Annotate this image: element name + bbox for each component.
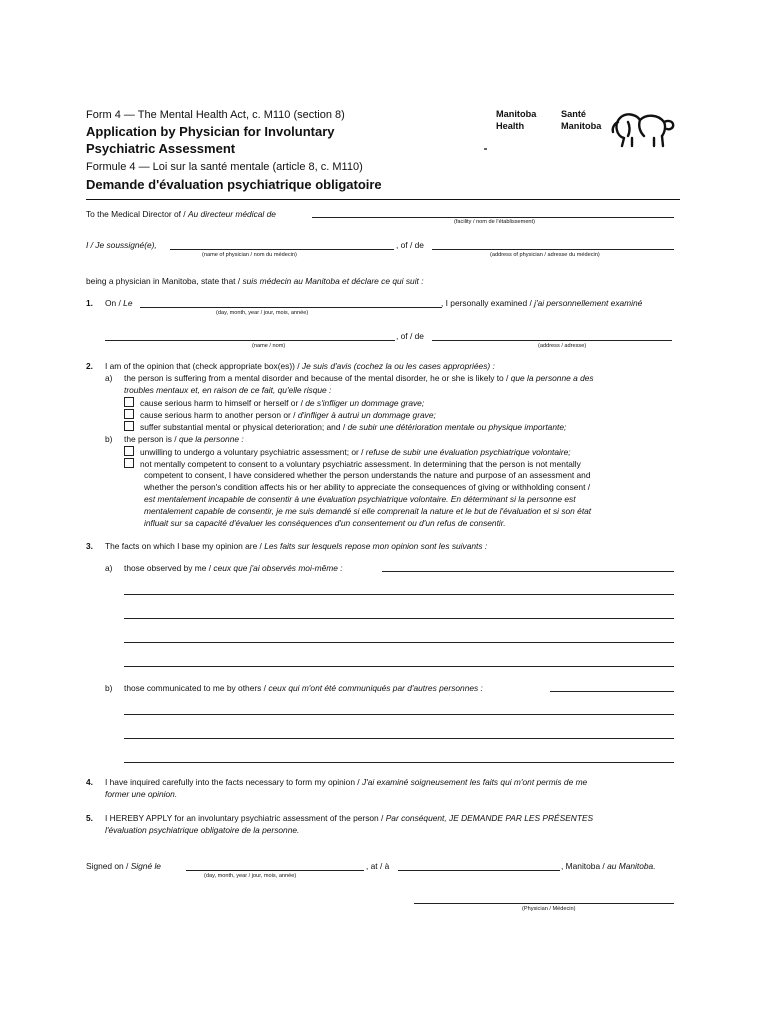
s2-b-option-1 — [124, 446, 571, 457]
s5-l1-en: I HEREBY APPLY for an involuntary psychiatric assessment of the person / — [105, 813, 386, 823]
logo-fr-line2: Manitoba — [561, 120, 602, 131]
s2-b-opt2-line4: est mentalement incapable de consentir à une évaluation psychiatrique volontaire. En déterminant si la personne est — [144, 494, 576, 504]
s2-b-option-2 — [124, 458, 581, 469]
s2-b-opt2-line6: influait sur sa capacité d'évaluer les conséquences d'un consentement ou d'un refus de consentir. — [144, 518, 506, 528]
s3-a-en: those observed by me / — [124, 563, 214, 573]
section-3-intro — [105, 541, 487, 551]
physician-address-field[interactable] — [432, 249, 674, 250]
communicated-facts-field-3[interactable] — [124, 738, 674, 739]
s4-l1-en: I have inquired carefully into the facts necessary to form my opinion / — [105, 777, 362, 787]
s2-b-opt2-line5: mentalement capable de consentir, je me suis demandé si elle comprenait la nature et le but de l'évaluation et si son état — [144, 506, 592, 516]
to-medical-director-label — [86, 209, 276, 219]
s4-line1 — [105, 777, 587, 787]
on-label-en: On / — [105, 298, 124, 308]
communicated-facts-field-2[interactable] — [124, 714, 674, 715]
s2-a-option-1 — [124, 397, 424, 408]
being-en: being a physician in Manitoba, state that / — [86, 276, 243, 286]
s3-intro-en: The facts on which I base my opinion are / — [105, 541, 265, 551]
s2-b-opt2-l1: not mentally competent to consent to a voluntary psychiatric assessment. In determining that the person is not mentally — [140, 459, 581, 469]
unwilling-checkbox[interactable] — [124, 446, 134, 456]
s4-line2: former une opinion. — [105, 789, 178, 799]
s2-b-intro-fr: que la personne : — [178, 434, 244, 444]
i-label: I / Je soussigné(e), — [86, 240, 157, 250]
s4-l1-fr: J'ai examiné soigneusement les faits qui m'ont permis de me — [361, 777, 588, 787]
physician-address-caption: (address of physician / adresse du médecin) — [490, 252, 600, 258]
not-competent-checkbox[interactable] — [124, 458, 134, 468]
s2-a-opt1-en: cause serious harm to himself or herself or / — [140, 398, 306, 408]
s3-b-label: b) — [105, 683, 113, 693]
s2-b-opt1-fr: refuse de subir une évaluation psychiatrique volontaire; — [365, 447, 571, 457]
harm-others-checkbox[interactable] — [124, 409, 134, 419]
physician-signature-caption: (Physician / Médecin) — [522, 906, 576, 912]
form-line-en: Form 4 — The Mental Health Act, c. M110 (section 8) — [86, 109, 345, 121]
section-4-number: 4. — [86, 777, 93, 787]
signed-place-field[interactable] — [398, 870, 560, 871]
signed-date-field[interactable] — [186, 870, 364, 871]
of-label-2: , of / de — [396, 331, 424, 341]
examined-fr: j'ai personnellement examiné — [534, 298, 643, 308]
s2-b-opt1-en: unwilling to undergo a voluntary psychiatric assessment; or / — [140, 447, 366, 457]
s5-line2: l'évaluation psychiatrique obligatoire de la personne. — [105, 825, 300, 835]
logo-en-line2: Health — [496, 120, 525, 131]
facility-field[interactable] — [312, 217, 674, 218]
s2-b-intro — [124, 434, 244, 444]
patient-name-caption: (name / nom) — [252, 343, 286, 349]
s5-line1 — [105, 813, 593, 823]
signed-fr: Signé le — [130, 861, 161, 871]
logo-en-line1: Manitoba — [496, 109, 537, 119]
s2-a-line2: troubles mentaux et, en raison de ce fait, qu'elle risque : — [124, 385, 332, 395]
logo-fr-line1: Santé — [561, 109, 587, 119]
harm-self-checkbox[interactable] — [124, 397, 134, 407]
s3-a-text — [124, 563, 343, 573]
logo-dot — [484, 148, 487, 150]
being-fr: suis médecin au Manitoba et déclare ce qui suit : — [242, 276, 424, 286]
s2-a-option-2 — [124, 409, 436, 420]
s2-b-label: b) — [105, 434, 113, 444]
signed-date-caption: (day, month, year / jour, mois, année) — [204, 873, 297, 879]
examined-en: , I personally examined / — [441, 298, 535, 308]
s2-a-line1-fr: que la personne a des — [510, 373, 594, 383]
manitoba-fr: au Manitoba. — [607, 861, 656, 871]
s2-a-opt3-fr: de subir une détérioration mentale ou physique importante; — [347, 422, 567, 432]
s2-intro-fr: Je suis d'avis (cochez la ou les cases appropriées) : — [301, 361, 495, 371]
patient-address-caption: (address / adresse) — [538, 343, 587, 349]
bison-icon — [610, 108, 676, 150]
s3-a-label: a) — [105, 563, 113, 573]
title-en-line2: Psychiatric Assessment — [86, 141, 236, 156]
title-fr: Demande d'évaluation psychiatrique obligatoire — [86, 177, 382, 192]
form-line-fr: Formule 4 — Loi sur la santé mentale (article 8, c. M110) — [86, 161, 363, 173]
at-label: , at / à — [366, 861, 390, 871]
patient-address-field[interactable] — [432, 340, 672, 341]
patient-name-field[interactable] — [105, 340, 395, 341]
facility-caption: (facility / nom de l'établissement) — [454, 219, 535, 225]
s2-b-opt2-line3: whether the person's condition affects his or her ability to appreciate the consequences of giving or withholding consent / — [144, 482, 591, 492]
to-label-fr: Au directeur médical de — [187, 209, 276, 219]
s5-l1-fr: Par conséquent, JE DEMANDE PAR LES PRÉSENTES — [385, 813, 594, 823]
s3-intro-fr: Les faits sur lesquels repose mon opinion sont les suivants : — [264, 541, 488, 551]
s2-a-opt2-en: cause serious harm to another person or / — [140, 410, 298, 420]
s2-a-option-3 — [124, 421, 566, 432]
s2-a-opt2-fr: d'infliger à autrui un dommage grave; — [297, 410, 436, 420]
s2-b-intro-en: the person is / — [124, 434, 179, 444]
physician-name-caption: (name of physician / nom du médecin) — [202, 252, 297, 258]
s2-a-opt1-fr: de s'infliger un dommage grave; — [305, 398, 425, 408]
manitoba-label — [561, 861, 656, 871]
signed-on-label — [86, 861, 161, 871]
to-label-en: To the Medical Director of / — [86, 209, 188, 219]
examination-date-field[interactable] — [140, 307, 442, 308]
being-physician-statement — [86, 276, 424, 286]
of-label-1: , of / de — [396, 240, 424, 250]
section-2-number: 2. — [86, 361, 93, 371]
observed-facts-field-1[interactable] — [382, 571, 674, 572]
s2-intro-en: I am of the opinion that (check appropriate box(es)) / — [105, 361, 302, 371]
section-2-intro — [105, 361, 495, 371]
s3-b-text — [124, 683, 483, 693]
section-5-number: 5. — [86, 813, 93, 823]
section-1-number: 1. — [86, 298, 93, 308]
examination-date-caption: (day, month, year / jour, mois, année) — [216, 310, 309, 316]
on-label-fr: Le — [123, 298, 133, 308]
on-label — [105, 298, 132, 308]
communicated-facts-field-4[interactable] — [124, 762, 674, 763]
physician-name-field[interactable] — [170, 249, 394, 250]
s3-a-fr: ceux que j'ai observés moi-même : — [213, 563, 343, 573]
observed-facts-field-5[interactable] — [124, 666, 674, 667]
s2-a-line1 — [124, 373, 594, 383]
physician-signature-field[interactable] — [414, 903, 674, 904]
observed-facts-field-3[interactable] — [124, 618, 674, 619]
s3-b-en: those communicated to me by others / — [124, 683, 269, 693]
title-en-line1: Application by Physician for Involuntary — [86, 124, 335, 139]
s3-b-fr: ceux qui m'ont été communiqués par d'autres personnes : — [268, 683, 483, 693]
header-rule — [86, 199, 680, 200]
section-3-number: 3. — [86, 541, 93, 551]
signed-en: Signed on / — [86, 861, 131, 871]
s2-a-line1-en: the person is suffering from a mental disorder and because of the mental disorder, he or she is likely to / — [124, 373, 511, 383]
s2-a-opt3-en: suffer substantial mental or physical deterioration; and / — [140, 422, 348, 432]
s2-b-opt2-line2: competent to consent, I have considered whether the person understands the nature and purpose of an assessment and — [144, 470, 591, 480]
observed-facts-field-4[interactable] — [124, 642, 674, 643]
s2-a-label: a) — [105, 373, 113, 383]
deterioration-checkbox[interactable] — [124, 421, 134, 431]
communicated-facts-field-1[interactable] — [550, 691, 674, 692]
manitoba-en: , Manitoba / — [561, 861, 608, 871]
observed-facts-field-2[interactable] — [124, 594, 674, 595]
examined-label — [441, 298, 642, 308]
